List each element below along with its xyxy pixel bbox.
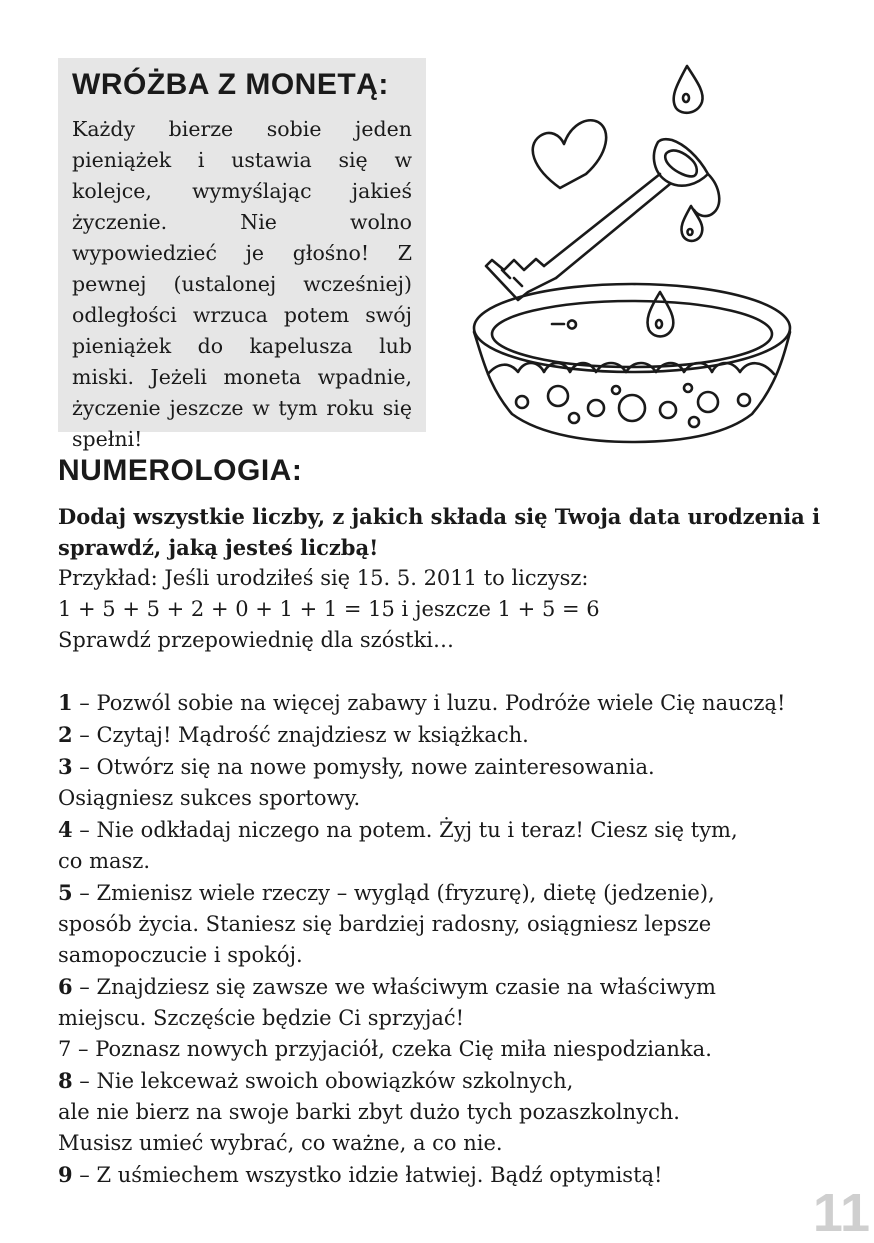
item-number: 4 xyxy=(58,817,73,842)
spacer xyxy=(58,656,848,687)
coin-wish-title: WRÓŻBA Z MONETĄ: xyxy=(72,68,389,101)
list-item xyxy=(58,1034,848,1065)
list-item-continuation: sposób życia. Staniesz się bardziej radosny, osiągniesz lepsze xyxy=(58,912,712,936)
list-item-continuation: miejscu. Szczęście będzie Ci sprzyjać! xyxy=(58,1006,465,1030)
list-item xyxy=(58,719,848,751)
item-text: – Nie odkładaj niczego na potem. Żyj tu i teraz! Ciesz się tym, xyxy=(72,818,738,842)
item-text: – Pozwól sobie na więcej zabawy i luzu. Podróże wiele Cię nauczą! xyxy=(72,691,786,715)
illustration xyxy=(462,56,802,456)
list-item xyxy=(58,687,848,719)
water-drop-icon xyxy=(647,292,673,336)
list-item-continuation: Musisz umieć wybrać, co ważne, a co nie. xyxy=(58,1131,503,1155)
coin-wish-text: Każdy bierze sobie jeden pieniążek i ustawia się w kolejce, wymyślając jakieś życzenie. Nie wolno wypowiedzieć je głośno! Z pewnej (ustalonej wcześniej) odległości wrzuca potem swój pieniążek do kapelusza lub miski. Jeżeli moneta wpadnie, życzenie jeszcze w tym roku się spełni! xyxy=(72,117,412,451)
list-item-continuation: Osiągniesz sukces sportowy. xyxy=(58,786,361,810)
list-item xyxy=(58,971,848,1003)
numerology-title: NUMEROLOGIA: xyxy=(58,454,303,487)
example-line: 1 + 5 + 5 + 2 + 0 + 1 + 1 = 15 i jeszcze 1 + 5 = 6 xyxy=(58,597,600,621)
coin-wish-box xyxy=(58,58,426,451)
item-text: – Znajdziesz się zawsze we właściwym czasie na właściwym xyxy=(72,975,716,999)
water-drop-icon xyxy=(674,66,703,113)
list-item xyxy=(58,751,848,783)
example-line: Przykład: Jeśli urodziłeś się 15. 5. 2011 to liczysz: xyxy=(58,566,589,590)
item-number: 6 xyxy=(58,974,73,999)
item-text: – Nie lekceważ swoich obowiązków szkolnych, xyxy=(72,1069,574,1093)
item-number: 8 xyxy=(58,1068,73,1093)
item-number: 3 xyxy=(58,754,73,779)
item-text: – Z uśmiechem wszystko idzie łatwiej. Bądź optymistą! xyxy=(72,1163,663,1187)
list-item-continuation: ale nie bierz na swoje barki zbyt dużo tych pozaszkolnych. xyxy=(58,1100,680,1124)
item-number: 7 xyxy=(58,1037,72,1061)
heart-icon xyxy=(533,120,606,188)
item-text: – Otwórz się na nowe pomysły, nowe zainteresowania. xyxy=(72,755,655,779)
item-text: – Zmienisz wiele rzeczy – wygląd (fryzurę), dietę (jedzenie), xyxy=(72,881,715,905)
list-item-continuation: co masz. xyxy=(58,849,151,873)
item-number: 5 xyxy=(58,880,73,905)
item-number: 2 xyxy=(58,722,73,747)
list-item-continuation: samopoczucie i spokój. xyxy=(58,943,303,967)
list-item xyxy=(58,814,848,846)
example-line: Sprawdź przepowiednię dla szóstki… xyxy=(58,628,455,652)
list-item xyxy=(58,1159,848,1191)
item-number: 9 xyxy=(58,1162,73,1187)
bowl-icon xyxy=(474,284,790,442)
page-number: 11 xyxy=(812,1183,870,1243)
list-item xyxy=(58,877,848,909)
numerology-content xyxy=(58,501,848,1191)
list-item xyxy=(58,1065,848,1097)
item-text: – Czytaj! Mądrość znajdziesz w książkach. xyxy=(72,723,529,747)
item-number: 1 xyxy=(58,690,73,715)
numerology-lead: Dodaj wszystkie liczby, z jakich składa się Twoja data urodzenia i sprawdź, jaką jesteś liczbą! xyxy=(58,504,821,560)
item-text: – Poznasz nowych przyjaciół, czeka Cię miła niespodzianka. xyxy=(71,1037,712,1061)
